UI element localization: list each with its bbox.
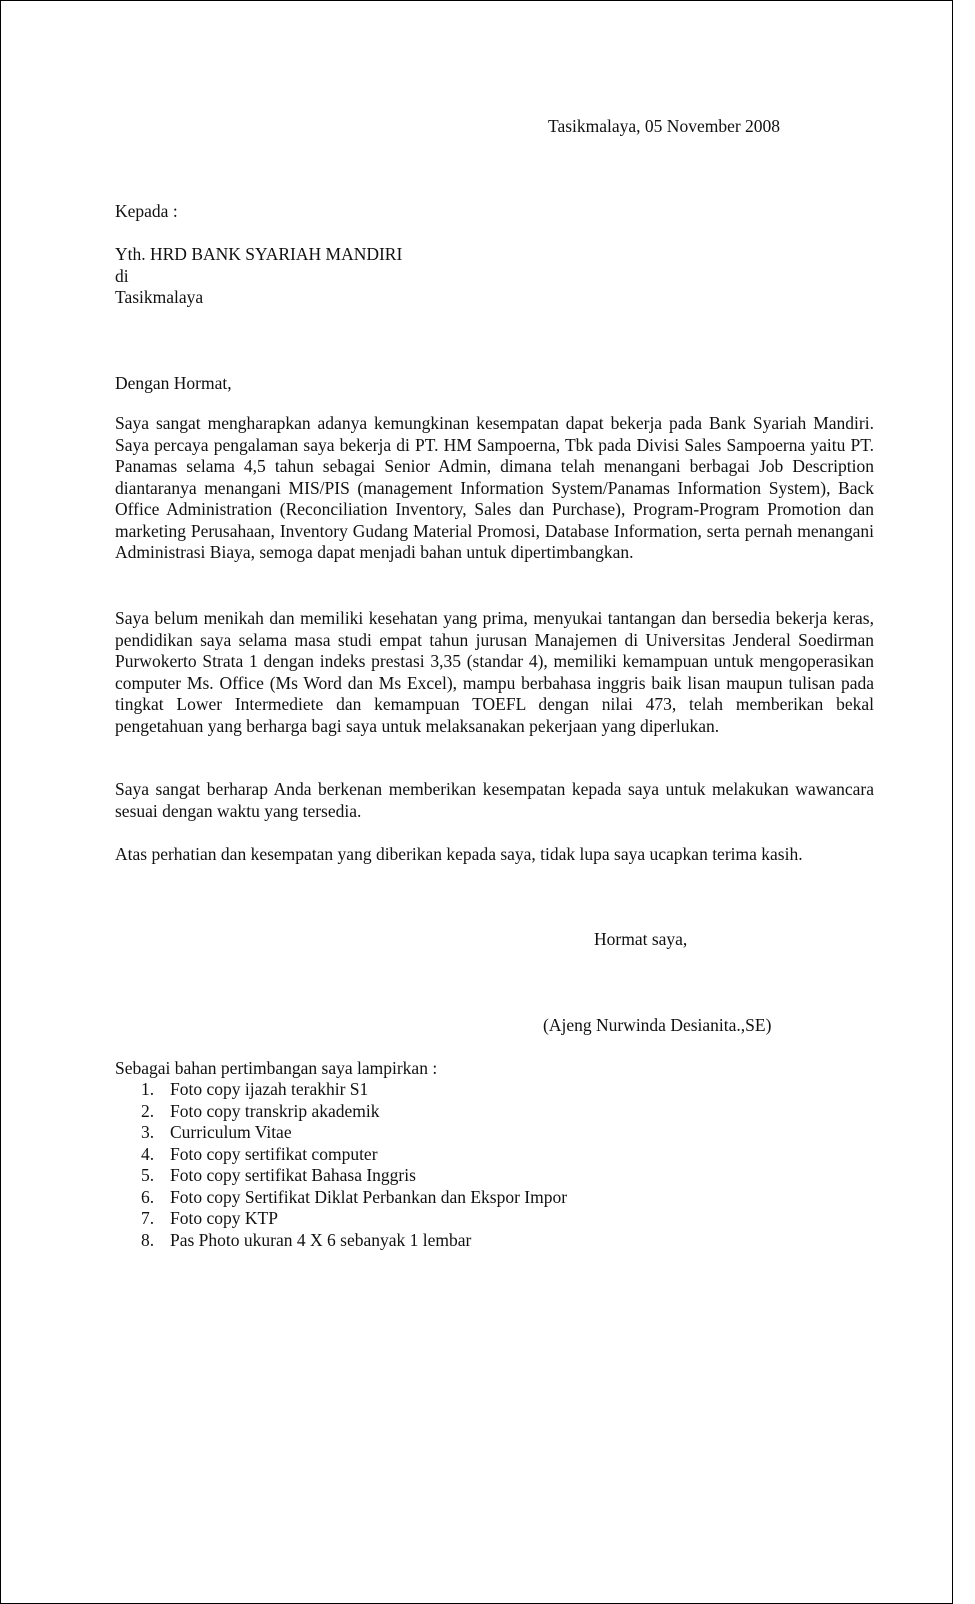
list-item-number: 8. [141, 1229, 155, 1250]
list-item-text: Foto copy ijazah terakhir S1 [170, 1079, 369, 1099]
list-item-text: Curriculum Vitae [170, 1122, 292, 1142]
to-label: Kepada : [115, 201, 178, 221]
list-item-text: Foto copy sertifikat computer [170, 1143, 378, 1164]
list-item-text: Foto copy sertifikat Bahasa Inggris [170, 1165, 416, 1185]
list-item-text: Foto copy Sertifikat Diklat Perbankan dan Ekspor Impor [170, 1186, 568, 1207]
list-item-number: 1. [141, 1079, 155, 1099]
signature-name: (Ajeng Nurwinda Desianita.,SE) [543, 1015, 772, 1035]
recipient-name: Yth. HRD BANK SYARIAH MANDIRI [115, 244, 403, 264]
closing: Hormat saya, [594, 929, 688, 949]
salutation: Dengan Hormat, [115, 373, 232, 393]
list-item-number: 6. [141, 1186, 155, 1207]
attachments-intro: Sebagai bahan pertimbangan saya lampirkan : [115, 1058, 438, 1078]
body-paragraph-1: Saya sangat mengharapkan adanya kemungkinan kesempatan dapat bekerja pada Bank Syariah Mandiri. Saya percaya pengalaman saya bekerja di PT. HM Sampoerna, Tbk pada Divisi Sales Sampoerna yaitu PT. Panamas selama 4,5 tahun sebagai Senior Admin, dimana telah menangani berbagai Job Description diantaranya menangani MIS/PIS (management Information System/Panamas Information System), Back Office Administration (Reconciliation Inventory, Sales dan Purchase), Program-Program Promotion dan marketing Perusahaan, Inventory Gudang Material Promosi, Database Information, serta pernah menangani Administrasi Biaya, semoga dapat menjadi bahan untuk dipertimbangkan. [115, 413, 874, 562]
recipient-city: Tasikmalaya [115, 287, 204, 307]
body-paragraph-4: Atas perhatian dan kesempatan yang diberikan kepada saya, tidak lupa saya ucapkan terima kasih. [115, 844, 803, 864]
list-item-number: 4. [141, 1143, 155, 1164]
list-item-text: Foto copy KTP [170, 1208, 278, 1228]
list-item-number: 2. [141, 1100, 155, 1121]
recipient-block [115, 244, 402, 309]
body-paragraph-2: Saya belum menikah dan memiliki kesehatan yang prima, menyukai tantangan dan bersedia bekerja keras, pendidikan saya selama masa studi empat tahun jurusan Manajemen di Universitas Jenderal Soedirman Purwokerto Strata 1 dengan indeks prestasi 3,35 (standar 4), memiliki kemampuan untuk mengoperasikan computer Ms. Office (Ms Word dan Ms Excel), mampu berbahasa inggris baik lisan maupun tulisan pada tingkat Lower Intermediete dan kemampuan TOEFL dengan nilai 473, telah memberikan bekal pengetahuan yang berharga bagi saya untuk melaksanakan pekerjaan yang diperlukan. [115, 608, 874, 736]
list-item-number: 5. [141, 1165, 155, 1185]
list-item-text: Foto copy transkrip akademik [170, 1100, 380, 1121]
list-item-text: Pas Photo ukuran 4 X 6 sebanyak 1 lembar [170, 1229, 472, 1250]
body-paragraph-3: Saya sangat berharap Anda berkenan memberikan kesempatan kepada saya untuk melakukan wawancara sesuai dengan waktu yang tersedia. [115, 779, 874, 821]
recipient-at: di [115, 265, 129, 286]
list-item-number: 7. [141, 1208, 155, 1228]
letter-date: Tasikmalaya, 05 November 2008 [548, 116, 781, 136]
list-item-number: 3. [141, 1122, 155, 1142]
